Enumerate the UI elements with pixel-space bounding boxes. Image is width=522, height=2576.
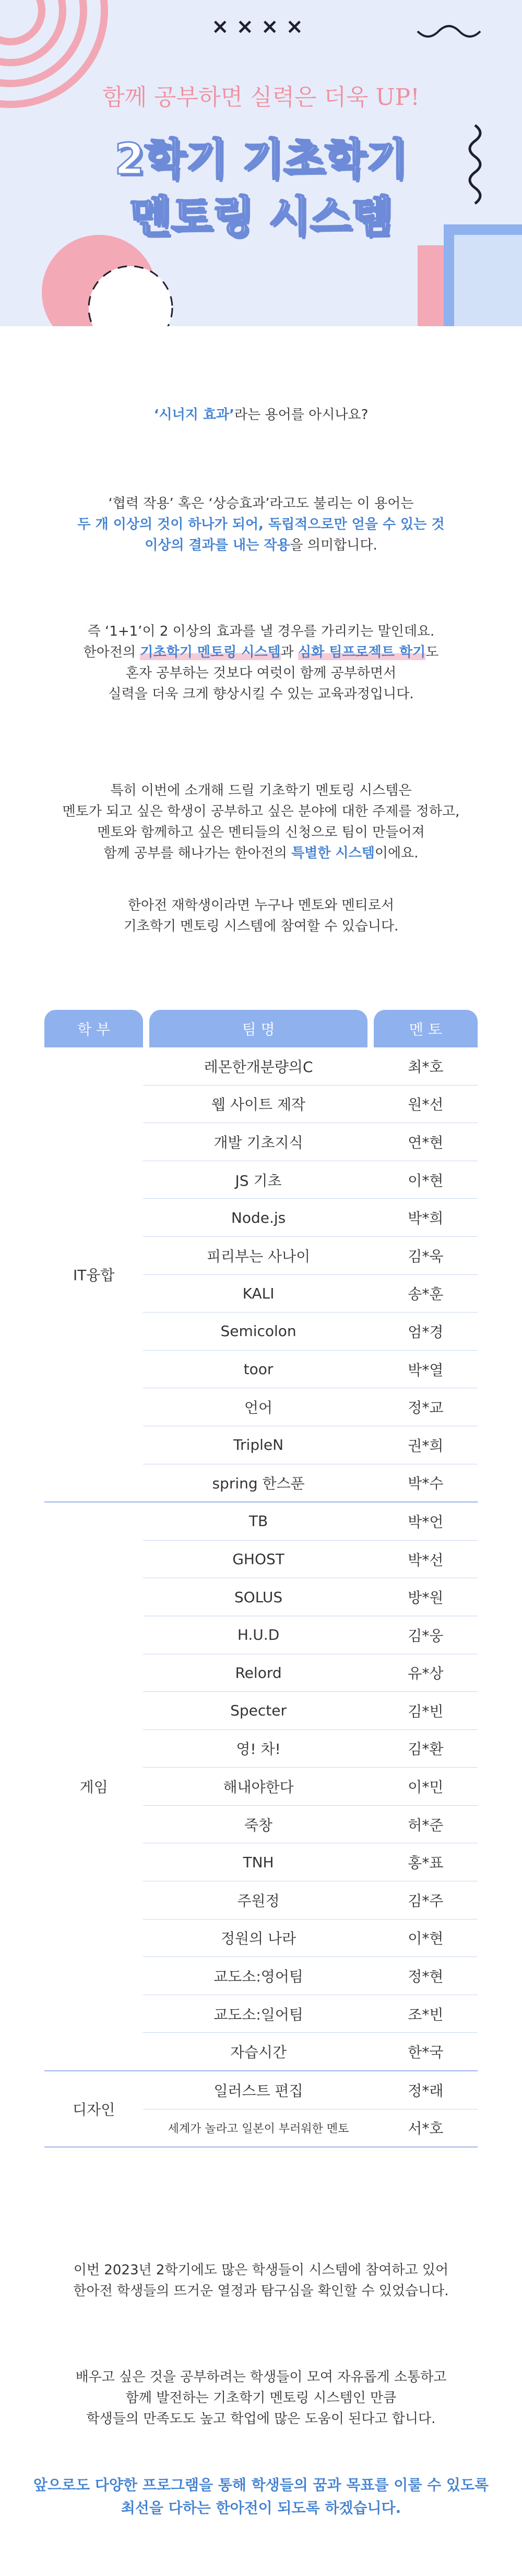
mentor-cell: 홍*표: [374, 1843, 478, 1881]
team-cell: SOLUS: [149, 1578, 367, 1616]
team-cell: 일러스트 편집: [149, 2071, 367, 2109]
x-marks: ××××: [211, 15, 311, 39]
paragraph-2-line4: 실력을 더욱 크게 향상시킬 수 있는 교육과정입니다.: [108, 686, 414, 702]
mentor-cell: 정*래: [374, 2071, 478, 2109]
table-row: [44, 2071, 478, 2109]
mentor-cell: 서*호: [374, 2109, 478, 2148]
paragraph-4-line1: 한아전 재학생이라면 누구나 멘토와 멘티로서: [127, 898, 395, 913]
mentor-cell: 원*선: [374, 1086, 478, 1124]
paragraph-2-line1: 즉 ‘1+1’이 2 이상의 효과를 낼 경우를 가리키는 말인데요.: [87, 624, 435, 639]
mentor-cell: 조*빈: [374, 1995, 478, 2033]
hero-banner: [0, 0, 522, 326]
mentor-cell: 김*환: [374, 1730, 478, 1768]
paragraph-5-line1: 이번 2023년 2학기에도 많은 학생들이 시스템에 참여하고 있어: [73, 2262, 449, 2278]
team-cell: 개발 기초지식: [149, 1123, 367, 1161]
header-dept: 학 부: [44, 1010, 143, 1047]
mentor-cell: 박*언: [374, 1502, 478, 1541]
closing-line1: 앞으로도 다양한 프로그램을 통해 학생들의 꿈과 목표를 이룰 수 있도록: [33, 2476, 489, 2494]
table-header-row: [44, 1010, 478, 1047]
paragraph-6-line3: 학생들의 만족도도 높고 학업에 많은 도움이 된다고 합니다.: [86, 2411, 436, 2427]
mentor-cell: 한*국: [374, 2033, 478, 2071]
mentor-cell: 이*현: [374, 1919, 478, 1958]
header-team: 팀 명: [149, 1010, 367, 1047]
paragraph-6: [0, 2367, 522, 2429]
team-cell: 자습시간: [149, 2033, 367, 2071]
table-row: [44, 1047, 478, 1086]
hero-title-line2: 멘토링 시스템: [129, 192, 393, 242]
mentor-cell: 박*선: [374, 1541, 478, 1579]
closing-line2: 최선을 다하는 한아전이 되도록 하겠습니다.: [121, 2499, 401, 2517]
dept-cell: 디자인: [44, 2071, 143, 2148]
mentor-cell: 이*현: [374, 1161, 478, 1199]
paragraph-1-line2: 두 개 이상의 것이 하나가 되어, 독립적으로만 얻을 수 있는 것: [77, 517, 445, 532]
mentor-cell: 김*욱: [374, 1237, 478, 1275]
mentoring-table: [44, 1010, 478, 2148]
mentor-cell: 김*웅: [374, 1616, 478, 1654]
team-cell: 주원정: [149, 1881, 367, 1919]
closing-message: [0, 2474, 522, 2520]
mentor-cell: 권*희: [374, 1426, 478, 1464]
paragraph-1-line3-rest: 을 의미합니다.: [290, 538, 377, 553]
mentor-cell: 방*원: [374, 1578, 478, 1616]
team-cell: TB: [149, 1502, 367, 1541]
team-cell: toor: [149, 1351, 367, 1389]
team-cell: 웹 사이트 제작: [149, 1086, 367, 1124]
paragraph-3-line3: 멘토와 함께하고 싶은 멘티들의 신청으로 팀이 만들어져: [97, 825, 425, 840]
white-block-decoration: [454, 235, 522, 326]
paragraph-2-line2-a: 한아전의: [83, 645, 140, 660]
team-cell: TripleN: [149, 1426, 367, 1464]
team-cell: KALI: [149, 1275, 367, 1313]
paragraph-2-line2-c: 도: [425, 645, 439, 660]
mentor-cell: 박*희: [374, 1199, 478, 1237]
team-cell: 교도소:일어팀: [149, 1995, 367, 2033]
mentor-cell: 송*훈: [374, 1275, 478, 1313]
team-cell: spring 한스푼: [149, 1464, 367, 1503]
team-cell: 정원의 나라: [149, 1919, 367, 1958]
paragraph-3-line1: 특히 이번에 소개해 드릴 기초학기 멘토링 시스템은: [110, 783, 412, 798]
team-cell: GHOST: [149, 1541, 367, 1579]
dept-cell: 게임: [44, 1502, 143, 2071]
paragraph-3-line4-a: 함께 공부를 해나가는 한아전의: [103, 845, 292, 861]
mentor-cell: 김*주: [374, 1881, 478, 1919]
team-cell: 영! 차!: [149, 1730, 367, 1768]
mentor-cell: 연*현: [374, 1123, 478, 1161]
paragraph-6-line1: 배우고 싶은 것을 공부하려는 학생들이 모여 자유롭게 소통하고: [75, 2369, 447, 2385]
paragraph-1-line1: ‘협력 작용’ 혹은 ‘상승효과’라고도 불리는 이 용어는: [108, 496, 414, 511]
mentor-cell: 박*열: [374, 1351, 478, 1389]
mentor-cell: 박*수: [374, 1464, 478, 1503]
highlight-mentoring-system: 기초학기 멘토링 시스템: [140, 645, 281, 660]
paragraph-6-line2: 함께 발전하는 기초학기 멘토링 시스템인 만큼: [125, 2390, 397, 2406]
paragraph-3: [0, 780, 522, 864]
table-row: [44, 1502, 478, 1541]
team-cell: 세계가 놀라고 일본이 부러워한 멘토: [149, 2109, 367, 2148]
mentor-cell: 이*민: [374, 1768, 478, 1806]
team-cell: Relord: [149, 1654, 367, 1692]
team-cell: TNH: [149, 1843, 367, 1881]
highlight-team-project: 심화 팀프로젝트 학기: [298, 645, 426, 660]
team-cell: 해내야한다: [149, 1768, 367, 1806]
mentor-cell: 허*준: [374, 1806, 478, 1844]
team-cell: Semicolon: [149, 1313, 367, 1351]
paragraph-3-line4-b: 이에요.: [374, 845, 419, 861]
paragraph-4-line2: 기초학기 멘토링 시스템에 참여할 수 있습니다.: [123, 919, 399, 934]
team-cell: Specter: [149, 1692, 367, 1730]
mentor-cell: 정*교: [374, 1388, 478, 1426]
team-cell: Node.js: [149, 1199, 367, 1237]
hero-title-line1: 2학기 기초학기: [114, 135, 408, 184]
intro-question-rest: 라는 용어를 아시나요?: [234, 407, 369, 423]
dept-cell: IT융합: [44, 1047, 143, 1502]
paragraph-1-line3-blue: 이상의 결과를 내는 작용: [145, 538, 290, 553]
paragraph-2: [0, 621, 522, 705]
mentor-cell: 최*호: [374, 1047, 478, 1086]
paragraph-1: [0, 493, 522, 556]
special-system: 특별한 시스템: [291, 845, 375, 861]
paragraph-2-line3: 혼자 공부하는 것보다 여럿이 함께 공부하면서: [125, 665, 397, 681]
team-cell: 레몬한개분량의C: [149, 1047, 367, 1086]
paragraph-4: [0, 895, 522, 937]
paragraph-5-line2: 한아전 학생들의 뜨거운 열정과 탐구심을 확인할 수 있었습니다.: [73, 2283, 449, 2299]
mentor-cell: 엄*경: [374, 1313, 478, 1351]
mentor-cell: 정*현: [374, 1957, 478, 1995]
team-cell: 교도소:영어팀: [149, 1957, 367, 1995]
mentor-cell: 김*빈: [374, 1692, 478, 1730]
paragraph-3-line2: 멘토가 되고 싶은 학생이 공부하고 싶은 분야에 대한 주제를 정하고,: [62, 804, 460, 819]
table-body: [44, 1047, 478, 2148]
synergy-term: ‘시너지 효과’: [153, 407, 234, 423]
team-cell: 피리부는 사나이: [149, 1237, 367, 1275]
paragraph-2-line2-b: 과: [280, 645, 299, 660]
team-cell: H.U.D: [149, 1616, 367, 1654]
mentor-cell: 유*상: [374, 1654, 478, 1692]
team-cell: 죽창: [149, 1806, 367, 1844]
team-cell: JS 기초: [149, 1161, 367, 1199]
hero-subtitle: 함께 공부하면 실력은 더욱 UP!: [102, 84, 420, 111]
team-cell: 언어: [149, 1388, 367, 1426]
intro-question: [0, 404, 522, 425]
header-mentor: 멘 토: [374, 1010, 478, 1047]
paragraph-5: [0, 2260, 522, 2301]
